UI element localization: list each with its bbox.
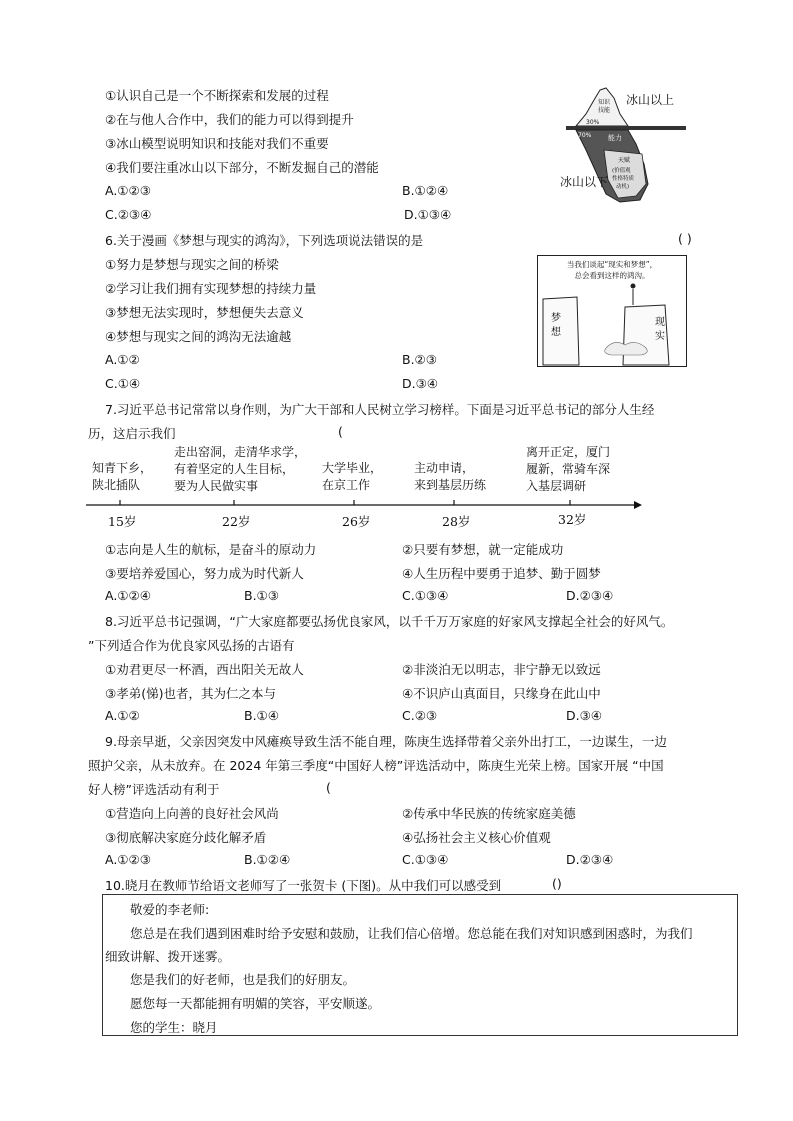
timeline-event-28: 主动申请， 来到基层历练	[414, 461, 487, 492]
water-line	[566, 126, 686, 130]
reality-label-2: 实	[655, 331, 665, 342]
q8-choice-c: C.②③	[402, 708, 438, 723]
card-signature: 您的学生：晓月	[130, 1020, 218, 1035]
dream-reality-cartoon	[537, 255, 687, 367]
q7-answer-paren: (	[338, 424, 343, 439]
q9-choice-c: C.①③④	[402, 852, 449, 867]
reality-label-1: 现	[655, 317, 665, 328]
q7-choice-d: D.②③④	[566, 588, 614, 603]
card-body-line3: 您是我们的好老师，也是我们的好朋友。	[130, 972, 356, 987]
q7-stem-line1: 7.习近平总书记常常以身作则，为广大干部和人民树立学习榜样。下面是习近平总书记的部分人生经	[105, 402, 655, 417]
card-body-line1: 您总是在我们遇到困难时给予安慰和鼓励，让我们信心倍增。您总能在我们对知识感到困惑时，为我们	[130, 926, 693, 941]
timeline-age-32: 32岁	[558, 512, 587, 527]
pct30-label: 30%	[586, 119, 600, 126]
q9-stem-line3: 好人榜”评选活动有利于	[88, 782, 220, 797]
q8-choice-b: B.①④	[244, 708, 279, 723]
q5-option-3: ③冰山模型说明知识和技能对我们不重要	[105, 136, 329, 151]
q7-option-4: ④人生历程中要勇于追梦、勤于圆梦	[402, 566, 601, 581]
q5-option-1: ①认识自己是一个不断探索和发展的过程	[105, 88, 329, 103]
card-body-line2: 细致讲解、拨开迷雾。	[105, 949, 231, 964]
q10-stem: 10.晓月在教师节给语文老师写了一张贺卡 (下图)。从中我们可以感受到	[105, 878, 502, 893]
q8-choice-a: A.①②	[105, 708, 140, 723]
talent-label: 天赋	[618, 157, 631, 164]
q8-choice-d: D.③④	[566, 708, 603, 723]
q9-choice-b: B.①②④	[244, 852, 291, 867]
knowledge-label: 知识	[598, 99, 611, 106]
q9-answer-paren: (	[326, 780, 331, 795]
q5-option-4: ④我们要注重冰山以下部分，不断发掘自己的潜能	[105, 160, 379, 175]
q6-option-2: ②学习让我们拥有实现梦想的持续力量	[105, 281, 317, 296]
card-body-line4: 愿您每一天都能拥有明媚的笑容，平安顺遂。	[130, 996, 381, 1011]
q5-choice-c: C.②③④	[105, 207, 152, 222]
values-label: (价值观	[612, 168, 631, 174]
cartoon-caption-line1: 当我们谈起“现实和梦想”，	[566, 260, 658, 269]
q7-option-2: ②只要有梦想，就一定能成功	[402, 542, 564, 557]
timeline-event-15: 知青下乡， 陕北插队	[92, 461, 153, 492]
q6-option-3: ③梦想无法实现时，梦想便失去意义	[105, 305, 304, 320]
q5-choice-a: A.①②③	[105, 183, 151, 198]
q8-option-2: ②非淡泊无以明志，非宁静无以致远	[402, 662, 601, 677]
q8-option-1: ①劝君更尽一杯酒，西出阳关无故人	[105, 662, 304, 677]
q7-option-3: ③要培养爱国心，努力成为时代新人	[105, 566, 304, 581]
motive-label: 动机)	[616, 184, 630, 190]
q9-stem-line1: 9.母亲早逝，父亲因突发中风瘫痪导致生活不能自理，陈庚生选择带着父亲外出打工，一边谋生，一边	[105, 734, 667, 749]
q6-choice-b: B.②③	[402, 352, 437, 367]
q6-option-1: ①努力是梦想与现实之间的桥梁	[105, 257, 279, 272]
dream-label-2: 想	[551, 327, 561, 338]
q7-choice-a: A.①②④	[105, 588, 151, 603]
q6-choice-c: C.①④	[105, 376, 141, 391]
q8-option-4: ④不识庐山真面目，只缘身在此山中	[402, 686, 601, 701]
q9-stem-line2: 照护父亲，从未放弃。在 2024 年第三季度“中国好人榜”评选活动中，陈庚生光荣上榜。国家开展 “中国	[88, 758, 664, 773]
iceberg-figure	[556, 84, 696, 204]
q8-stem-line1: 8.习近平总书记强调，“广大家庭都要弘扬优良家风，以千千万万家庭的好家风支撑起全社会的好风气。	[105, 614, 674, 629]
q8-option-3: ③孝弟(悌)也者，其为仁之本与	[105, 686, 276, 701]
q9-choice-d: D.②③④	[566, 852, 614, 867]
q6-stem: 6.关于漫画《梦想与现实的鸿沟》，下列选项说法错误的是	[105, 233, 424, 248]
q9-option-1: ①营造向上向善的良好社会风尚	[105, 806, 279, 821]
q6-choice-a: A.①②	[105, 352, 140, 367]
q5-option-2: ②在与他人合作中，我们的能力可以得到提升	[105, 112, 354, 127]
q7-choice-c: C.①③④	[402, 588, 449, 603]
q6-option-4: ④梦想与现实之间的鸿沟无法逾越	[105, 329, 292, 344]
timeline-age-15: 15岁	[108, 514, 137, 529]
cartoon-caption-line2: 总会看到这样的鸿沟。	[574, 271, 650, 280]
timeline-event-32: 离开正定，厦门 履新，常骑车深 入基层调研	[526, 445, 611, 493]
q8-stem-line2: ”下列适合作为优良家风弘扬的古语有	[88, 638, 295, 653]
q10-answer-paren: ()	[552, 876, 562, 891]
timeline-event-22: 走出窑洞，走清华求学， 有着坚定的人生目标， 要为人民做实事	[174, 445, 307, 493]
iceberg-below-label: 冰山以下	[560, 175, 609, 189]
q6-choice-d: D.③④	[402, 376, 439, 391]
q9-option-3: ③彻底解决家庭分歧化解矛盾	[105, 830, 267, 845]
q7-stem-line2: 历，这启示我们	[88, 426, 176, 441]
timeline-age-28: 28岁	[442, 514, 471, 529]
timeline-age-26: 26岁	[342, 514, 371, 529]
card-greeting: 敬爱的李老师:	[130, 902, 210, 917]
q9-choice-a: A.①②③	[105, 852, 151, 867]
pct70-label: 70%	[578, 132, 592, 139]
timeline-age-22: 22岁	[222, 514, 251, 529]
q7-choice-b: B.①③	[244, 588, 279, 603]
q7-option-1: ①志向是人生的航标，是奋斗的原动力	[105, 542, 317, 557]
iceberg-above-label: 冰山以上	[626, 93, 675, 107]
q5-choice-b: B.①②④	[402, 183, 449, 198]
timeline-arrow-icon	[634, 501, 642, 509]
q9-option-4: ④弘扬社会主义核心价值观	[402, 830, 551, 845]
q9-option-2: ②传承中华民族的传统家庭美德	[402, 806, 576, 821]
personality-label: 性格特质	[612, 176, 635, 182]
skills-label: 技能	[598, 107, 611, 114]
dream-label-1: 梦	[551, 313, 561, 324]
q5-choice-d: D.①③④	[404, 207, 452, 222]
ability-label: 能力	[608, 134, 622, 142]
timeline-event-26: 大学毕业， 在京工作	[322, 461, 383, 492]
q6-answer-paren: ( )	[678, 231, 692, 246]
